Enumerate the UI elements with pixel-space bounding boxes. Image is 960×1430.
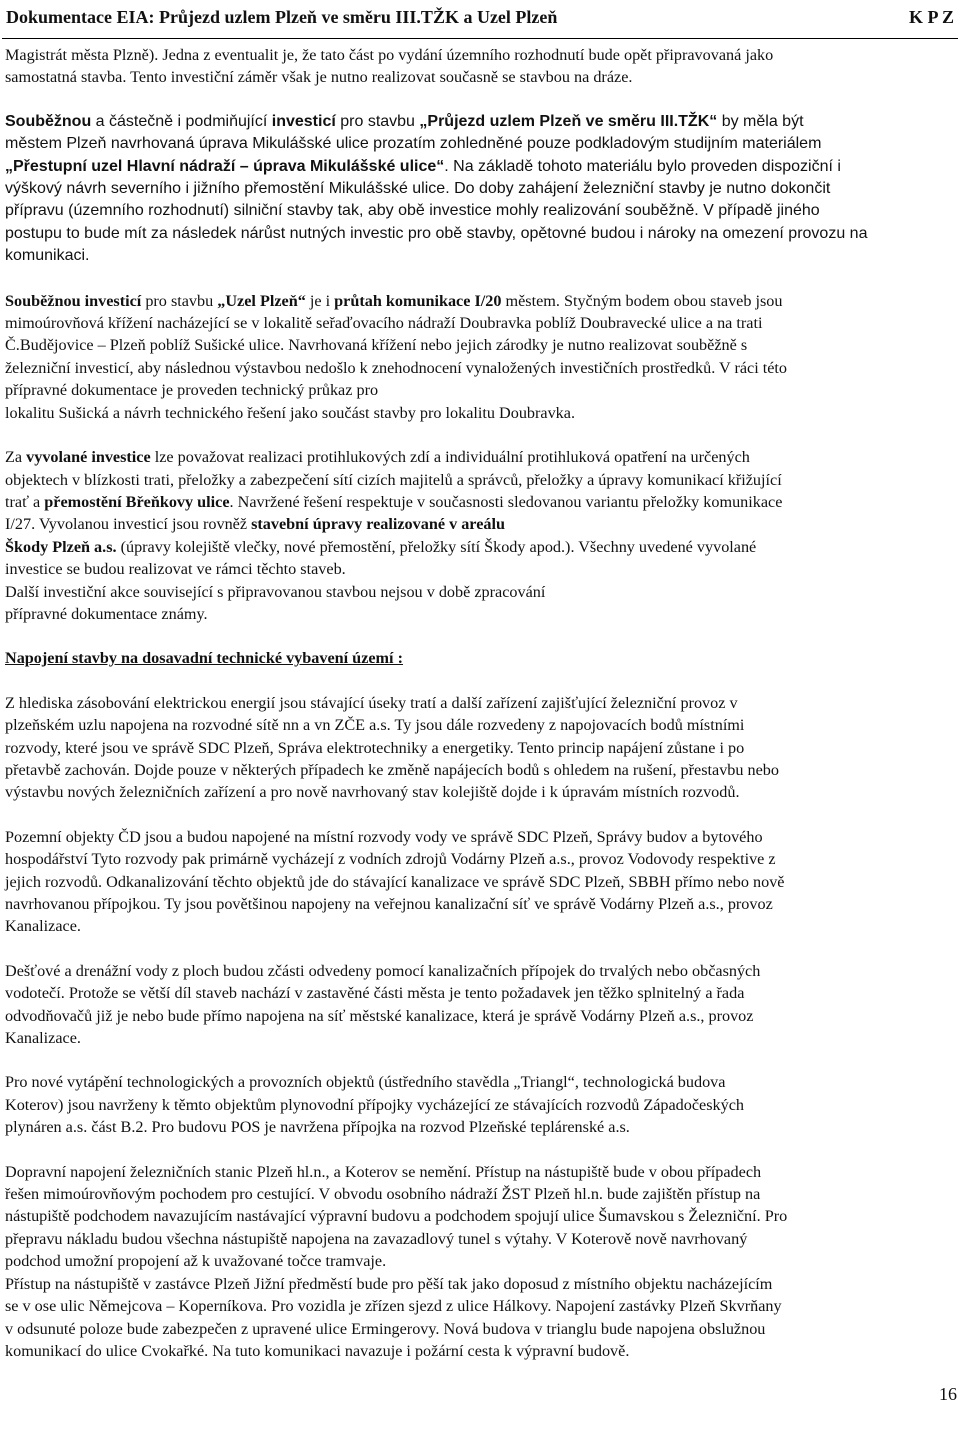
text-line: městem Plzeň navrhovaná úprava Mikulášské ulice prozatím zohledněné pouze podkladovým studijním materiálem	[5, 135, 822, 153]
text-line: lokalitu Sušická a návrh technického řešení jako součást stavby pro lokalitu Doubravka.	[5, 403, 576, 422]
text-line: výškový návrh severního i jižního přemostění Mikulášské ulice. Do doby zahájení železniční stavby je nutno dokončit	[5, 180, 831, 198]
paragraph-5	[5, 692, 955, 804]
text-line: řešen mimoúrovňovým pochodem pro cestující. V obvodu osobního nádraží ŽST Plzeň hl.n. bude zajištěn přístup na	[5, 1185, 761, 1204]
text-line: podchod umožní propojení až k uvažované točce tramvaje.	[5, 1252, 387, 1271]
paragraph-6	[5, 826, 955, 938]
text-line: hospodářství Tyto rozvody pak primárně vycházejí z vodních zdrojů Vodárny Plzeň a.s., provoz Vodovody respektive z	[5, 850, 776, 869]
text-line: Pozemní objekty ČD jsou a budou napojené na místní rozvody vody ve správě SDC Plzeň, Správy budov a bytového	[5, 827, 763, 846]
text-line: Dopravní napojení železničních stanic Plzeň hl.n., a Koterov se nemění. Přístup na nástupiště bude v obou případech	[5, 1162, 762, 1181]
text-line: Přístup na nástupiště v zastávce Plzeň Jižní předměstí bude pro pěší tak jako doposud z místního objektu nacházejícím	[5, 1274, 773, 1293]
text-line: železniční investicí, aby následnou výstavbou nedošlo k znehodnocení vynaložených investičních prostředků. V ráci této	[5, 358, 788, 377]
text-line: rozvody, které jsou ve správě SDC Plzeň, Správa elektrotechniky a energetiky. Tento princip napájení zůstane i po	[5, 738, 745, 757]
paragraph-2	[5, 111, 955, 268]
document-title: Dokumentace EIA: Průjezd uzlem Plzeň ve směru III.TŽK a Uzel Plzeň	[6, 7, 558, 27]
text-line: jejich rozvodů. Odkanalizování těchto objektů jde do stávající kanalizace ve správě SDC Plzeň, SBBH přímo nebo nově	[5, 872, 785, 891]
section-heading: Napojení stavby na dosavadní technické vybavení území :	[5, 649, 403, 668]
text-line: Pro nové vytápění technologických a provozních objektů (ústředního stavědla „Triangl“, technologická budova	[5, 1073, 726, 1092]
text-line: postupu to bude mít za následek nárůst nutných investic pro obě stavby, opětovné budou i nároky na omezení provozu na	[5, 224, 868, 242]
text-line: plzeňském uzlu napojena na rozvodné sítě nn a vn ZČE a.s. Ty jsou dále rozvedeny z napojovacích bodů místními	[5, 716, 745, 735]
text-line: Magistrát města Plzně). Jedna z eventualit je, že tato část po vydání územního rozhodnutí bude opět připravovaná jako	[5, 46, 774, 64]
text-line: přípravu (územního rozhodnutí) silniční stavby tak, aby obě investice mohly realizování souběžně. V případě jiného	[5, 202, 820, 220]
text-line: Souběžnou a částečně i podmiňující investicí pro stavbu „Průjezd uzlem Plzeň ve směru III.TŽK“ by měla být	[5, 112, 804, 130]
document-code: K P Z	[908, 7, 954, 27]
paragraph-8	[5, 1071, 955, 1138]
text-line: Dešťové a drenážní vody z ploch budou zčásti odvedeny pomocí kanalizačních přípojek do trvalých nebo občasných	[5, 961, 761, 980]
text-line: se v ose ulic Němejcova – Koperníkova. Pro vozidla je zřízen sjezd z ulice Hálkovy. Napojení zastávky Plzeň Skvrňany	[5, 1297, 782, 1316]
text-line: Č.Budějovice – Plzeň poblíž Sušické ulice. Navrhovaná křížení nebo jejich zárodky je nutno realizovat souběžně s	[5, 336, 748, 355]
text-line: komunikací do ulice Cvokařké. Na tuto komunikaci navazuje i požární cesta k výpravní budově.	[5, 1341, 630, 1360]
text-line: Koterov) jsou navrženy k těmto objektům plynovodní přípojky vycházející ze stávajících rozvodů Západočeských	[5, 1095, 745, 1114]
text-line: investice se budou realizovat ve rámci těchto staveb.	[5, 560, 346, 579]
text-line: navrhovanou přípojkou. Ty jsou povětšinou napojeny na veřejnou kanalizační síť ve správě Vodárny Plzeň a.s., provoz	[5, 895, 773, 913]
document-body	[5, 44, 955, 1362]
text-line: Další investiční akce související s připravovanou stavbou nejsou v době zpracování	[5, 582, 546, 601]
text-line: v odsunuté poloze bude zabezpečen z upravené ulice Ermingerovy. Nová budova v trianglu bude napojena obslužnou	[5, 1319, 766, 1338]
text-line: vodotečí. Protože se větší díl staveb nachází v zastavěné části města je tento požadavek jen těžko splnitelný a řada	[5, 984, 745, 1003]
text-line: komunikaci.	[5, 247, 90, 265]
text-line: přepravu nákladu budou všechna nástupiště napojena na zavazadlový tunel s výtahy. V Koterově nově navrhovaný	[5, 1229, 748, 1248]
paragraph-7	[5, 960, 955, 1050]
text-line: přípravné dokumentace známy.	[5, 604, 208, 623]
text-line: Z hlediska zásobování elektrickou energií jsou stávající úseky tratí a další zařízení zajišťující železniční provoz v	[5, 693, 738, 712]
text-line: objektech v blízkosti trati, přeložky a zabezpečení sítí cizích majitelů a správců, přeložky a úpravy komunikací křižující	[5, 470, 782, 489]
text-line: odvodňovačů již je nebo bude přímo napojena na síť městské kanalizace, která je správě Vodárny Plzeň a.s., provoz	[5, 1006, 754, 1025]
paragraph-4	[5, 446, 955, 625]
paragraph-3	[5, 290, 955, 424]
text-line: přípravné dokumentace je proveden technický průkaz pro	[5, 381, 379, 400]
text-line: I/27. Vyvolanou investicí jsou rovněž stavební úpravy realizované v areálu	[5, 515, 505, 534]
text-line: trať a přemostění Břeňkovy ulice. Navržené řešení respektuje v současnosti sledovanou variantu přeložky komunikace	[5, 492, 783, 511]
text-line: Za vyvolané investice lze považovat realizaci protihlukových zdí a individuální protihluková opatření na určených	[5, 448, 750, 467]
page-number: 16	[939, 1384, 957, 1404]
paragraph-1	[5, 44, 955, 89]
page-header	[2, 0, 958, 39]
text-line: Kanalizace.	[5, 917, 81, 936]
text-line: přetavbě zachován. Dojde pouze v některých případech ke změně napájecích bodů s ohledem na rušení, přestavbu nebo	[5, 760, 779, 779]
text-line: samostatná stavba. Tento investiční záměr však je nutno realizovat současně se stavbou na dráze.	[5, 68, 633, 87]
text-line: „Přestupní uzel Hlavní nádraží – úprava Mikulášské ulice“. Na základě tohoto materiálu bylo proveden dispoziční i	[5, 157, 841, 175]
text-line: Škody Plzeň a.s. (úpravy kolejiště vlečky, nové přemostění, přeložky sítí Škody apod.). Všechny uvedené vyvolané	[5, 537, 757, 556]
text-line: mimoúrovňová křížení nacházející se v lokalitě seřaďovacího nádraží Doubravka poblíž Doubravecké ulice a na trati	[5, 314, 763, 333]
text-line: Souběžnou investicí pro stavbu „Uzel Plzeň“ je i průtah komunikace I/20 městem. Styčným bodem obou staveb jsou	[5, 291, 783, 310]
text-line: výstavbu nových železničních zařízení a pro nově navrhovaný stav kolejiště dojde i k úpravám místních rozvodů.	[5, 783, 740, 802]
text-line: plynáren a.s. část B.2. Pro budovu POS je navržena přípojka na rozvod Plzeňské teplárenské a.s.	[5, 1118, 630, 1137]
text-line: Kanalizace.	[5, 1029, 81, 1048]
text-line: nástupiště podchodem navazujícím nastávající výpravní budovu a podchodem spojují ulice Šumavskou s Železniční. Pro	[5, 1207, 788, 1226]
paragraph-9	[5, 1161, 955, 1363]
